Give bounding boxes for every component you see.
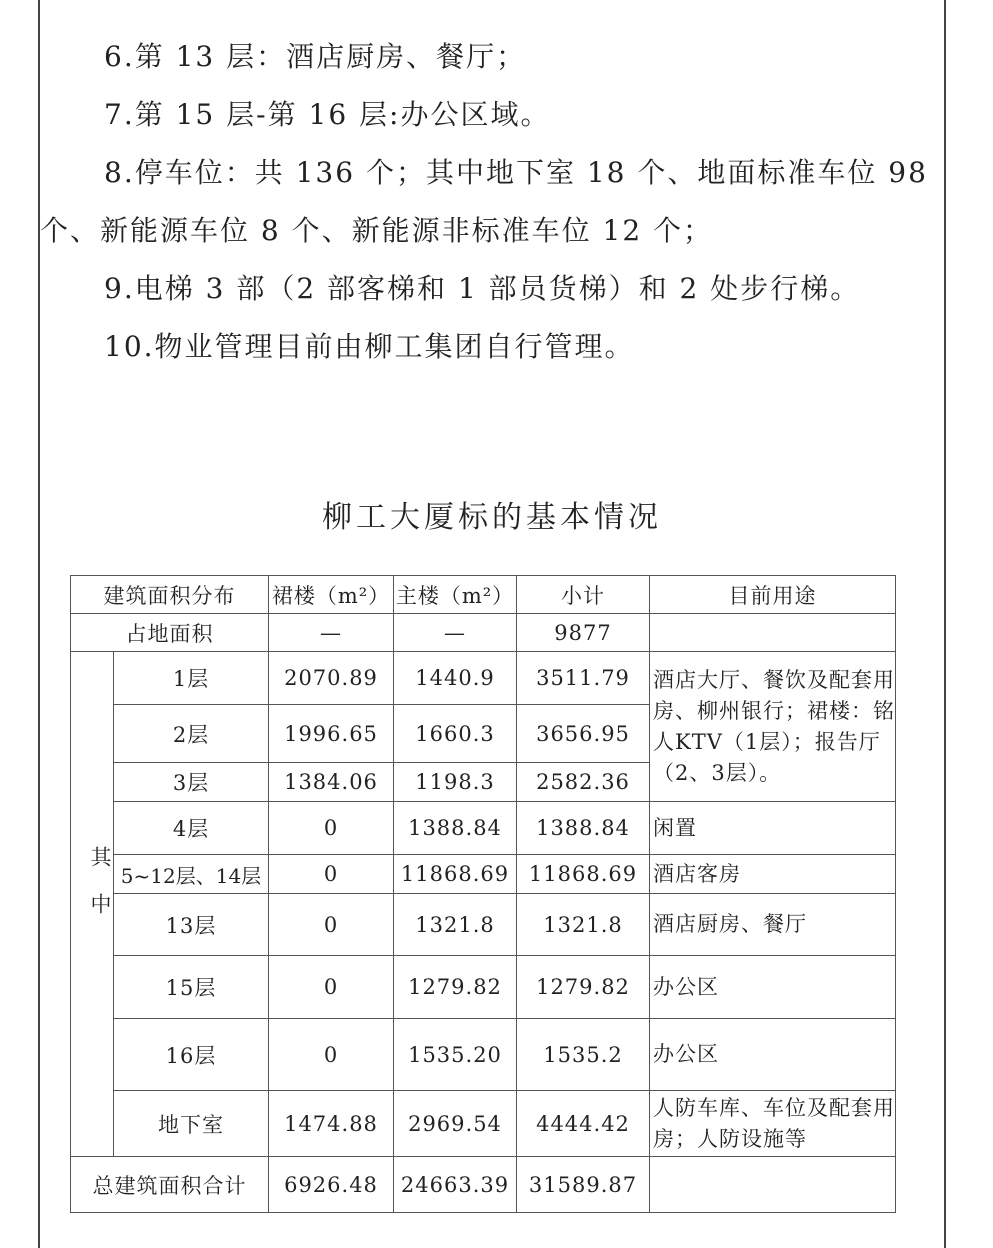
use-cell: 人防车库、车位及配套用房；人防设施等 [650,1091,896,1157]
subtotal-cell: 3511.79 [517,652,650,705]
use-cell: 酒店客房 [650,855,896,894]
table-header-row [71,576,896,614]
main-cell: 2969.54 [394,1091,517,1157]
main-cell: 11868.69 [394,855,517,894]
main-cell: 1321.8 [394,894,517,956]
group-label-qizhong [71,652,114,1157]
table-row-total [71,1157,896,1213]
floor-cell: 5~12层、14层 [114,855,269,894]
total-use [650,1157,896,1213]
use-cell: 办公区 [650,1019,896,1091]
table-row [71,802,896,855]
total-podium: 6926.48 [269,1157,394,1213]
podium-cell: 1474.88 [269,1091,394,1157]
subtotal-cell: 4444.42 [517,1091,650,1157]
total-subtotal: 31589.87 [517,1157,650,1213]
main-cell: 1388.84 [394,802,517,855]
header-current-use: 目前用途 [650,576,896,614]
use-cell: 酒店厨房、餐厅 [650,894,896,956]
total-main: 24663.39 [394,1157,517,1213]
main-cell: 1535.20 [394,1019,517,1091]
floor-cell: 16层 [114,1019,269,1091]
table-row [71,1019,896,1091]
floor-cell: 2层 [114,705,269,763]
header-main-building: 主楼（m²） [394,576,517,614]
use-cell: 闲置 [650,802,896,855]
podium-cell: 2070.89 [269,652,394,705]
subtotal-cell: 1279.82 [517,956,650,1019]
paragraph-item-10: 10.物业管理目前由柳工集团自行管理。 [104,330,635,363]
podium-cell: 1384.06 [269,763,394,802]
table-row [71,956,896,1019]
main-cell: 1279.82 [394,956,517,1019]
land-area-label: 占地面积 [71,614,269,652]
paragraph-item-9: 9.电梯 3 部（2 部客梯和 1 部员货梯）和 2 处步行梯。 [104,272,861,305]
header-area-distribution: 建筑面积分布 [71,576,269,614]
subtotal-cell: 1388.84 [517,802,650,855]
podium-cell: 0 [269,855,394,894]
land-area-main: — [394,614,517,652]
use-cell: 办公区 [650,956,896,1019]
paragraph-item-6: 6.第 13 层：酒店厨房、餐厅； [104,40,527,73]
main-cell: 1198.3 [394,763,517,802]
podium-cell: 0 [269,956,394,1019]
paragraph-item-7: 7.第 15 层-第 16 层:办公区域。 [104,98,551,131]
header-subtotal: 小计 [517,576,650,614]
subtotal-cell: 1535.2 [517,1019,650,1091]
table-row [71,855,896,894]
podium-cell: 0 [269,802,394,855]
podium-cell: 1996.65 [269,705,394,763]
land-area-use [650,614,896,652]
podium-cell: 0 [269,894,394,956]
podium-cell: 0 [269,1019,394,1091]
table-row-land-area [71,614,896,652]
floor-cell: 4层 [114,802,269,855]
table-title: 柳工大厦标的基本情况 [322,500,662,535]
group-label-text: 其中 [88,846,112,940]
land-area-subtotal: 9877 [517,614,650,652]
paragraph-item-8: 8.停车位：共 136 个；其中地下室 18 个、地面标准车位 98 [104,156,928,189]
building-info-table [70,575,896,1213]
main-cell: 1440.9 [394,652,517,705]
paragraph-item-8-continued: 个、新能源车位 8 个、新能源非标准车位 12 个； [40,214,714,247]
subtotal-cell: 2582.36 [517,763,650,802]
floor-cell: 13层 [114,894,269,956]
main-cell: 1660.3 [394,705,517,763]
table-row [71,1091,896,1157]
subtotal-cell: 11868.69 [517,855,650,894]
use-cell-floors-1-3: 酒店大厅、餐饮及配套用房、柳州银行；裙楼：铭人KTV（1层）；报告厅（2、3层）。 [650,652,896,802]
floor-cell: 15层 [114,956,269,1019]
subtotal-cell: 1321.8 [517,894,650,956]
subtotal-cell: 3656.95 [517,705,650,763]
header-podium: 裙楼（m²） [269,576,394,614]
table-row [71,652,896,705]
total-label: 总建筑面积合计 [71,1157,269,1213]
table-row [71,894,896,956]
page-border-left [38,0,40,1248]
land-area-podium: — [269,614,394,652]
floor-cell: 地下室 [114,1091,269,1157]
floor-cell: 1层 [114,652,269,705]
floor-cell: 3层 [114,763,269,802]
